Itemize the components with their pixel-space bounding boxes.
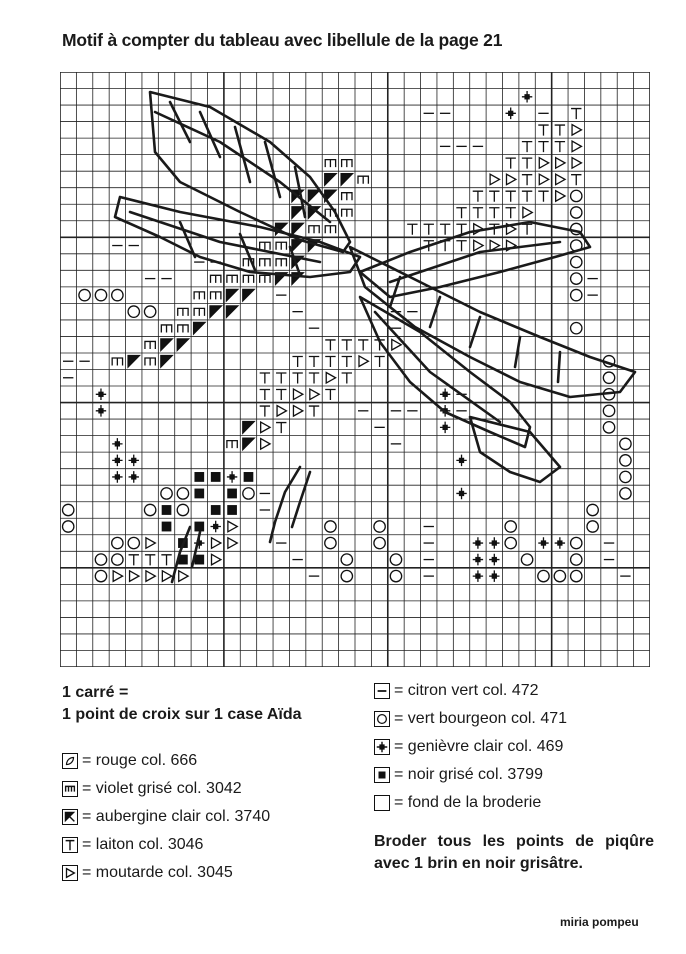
stitch-comb (342, 209, 352, 217)
stitch-circle (177, 504, 188, 515)
stitch-tri (539, 174, 548, 185)
stitch-tri (212, 538, 221, 549)
citron-dash-icon (374, 683, 390, 699)
stitch-circle (112, 554, 123, 565)
scale-note (62, 682, 302, 726)
stitch-aub (292, 223, 303, 235)
stitch-comb (227, 275, 237, 283)
upper-wing-vein (170, 102, 305, 217)
stitch-tri (228, 521, 237, 532)
stitch-tee (538, 191, 548, 202)
stitch-tee (325, 390, 335, 401)
stitch-aub (341, 174, 352, 186)
stitch-aub (177, 339, 188, 351)
stitch-cross (456, 455, 466, 467)
stitch-cross (473, 554, 483, 566)
laiton-t-icon (62, 837, 78, 853)
legend-label: = violet grisé col. 3042 (82, 780, 242, 797)
stitch-circle (571, 289, 582, 300)
stitch-circle (587, 521, 598, 532)
body-outline (350, 247, 635, 397)
moutarde-triangle-icon (62, 865, 78, 881)
stitch-circle (521, 554, 532, 565)
stitch-cross (227, 471, 237, 483)
stitch-tee (374, 356, 384, 367)
stitch-circle (325, 521, 336, 532)
stitch-tee (342, 340, 352, 351)
stitch-tee (276, 373, 286, 384)
stitch-circle (620, 488, 631, 499)
stitch-tee (358, 340, 368, 351)
stitch-comb (227, 441, 237, 449)
stitch-cross (522, 91, 532, 103)
stitch-comb (194, 292, 204, 300)
credit: miria pompeu (560, 915, 639, 929)
legend-label: = vert bourgeon col. 471 (394, 710, 568, 727)
stitch-noir (228, 489, 236, 498)
stitch-circle (554, 570, 565, 581)
stitch-circle (571, 570, 582, 581)
stitch-cross (112, 438, 122, 450)
stitch-tee (538, 125, 548, 136)
stitch-tee (325, 340, 335, 351)
stitch-circle (538, 570, 549, 581)
stitch-tri (261, 422, 270, 433)
stitch-comb (342, 193, 352, 201)
stitch-tee (555, 125, 565, 136)
stitch-tri (490, 174, 499, 185)
stitch-aub (161, 339, 172, 351)
stitch-circle (620, 455, 631, 466)
stitch-circle (325, 537, 336, 548)
stitch-circle (587, 504, 598, 515)
stitch-circle (620, 471, 631, 482)
stitch-circle (177, 488, 188, 499)
stitch-tri (212, 554, 221, 565)
stitch-tri (539, 158, 548, 169)
stitch-tri (556, 191, 565, 202)
stitch-comb (309, 226, 319, 234)
legend-fond (374, 794, 541, 812)
stitch-tee (571, 109, 581, 120)
stitch-tri (359, 356, 368, 367)
legend-label: = fond de la broderie (394, 794, 542, 811)
stitch-aub (308, 190, 319, 202)
stitch-cross (473, 570, 483, 582)
stitch-tee (522, 191, 532, 202)
stitch-tee (456, 208, 466, 219)
stitch-cross (112, 471, 122, 483)
legend-genievre (374, 738, 563, 756)
stitch-aub (194, 322, 205, 334)
stitch-tee (489, 208, 499, 219)
stitch-tee (407, 224, 417, 235)
stitch-comb (358, 176, 368, 184)
stitch-noir (195, 555, 203, 564)
stitch-tee (260, 406, 270, 417)
stitch-cross (211, 521, 221, 533)
stitch-circle (571, 554, 582, 565)
stitch-tri (556, 158, 565, 169)
stitch-tri (293, 406, 302, 417)
stitch-tri (162, 571, 171, 582)
stitch-tri (572, 158, 581, 169)
stitch-circle (603, 405, 614, 416)
legend-label: = laiton col. 3046 (82, 836, 204, 853)
violet-comb-icon (62, 781, 78, 797)
stitch-tee (473, 191, 483, 202)
legend-label: = moutarde col. 3045 (82, 864, 233, 881)
legend-rouge (62, 752, 197, 770)
stitch-cross (506, 108, 516, 120)
stitch-comb (145, 358, 155, 366)
stitch-aub (243, 289, 254, 301)
legend-moutarde (62, 864, 233, 882)
stitch-cross (96, 389, 106, 401)
genievre-cross-icon (374, 739, 390, 755)
stitch-tri (113, 571, 122, 582)
stitch-tee (292, 356, 302, 367)
stitch-noir (162, 506, 170, 515)
stitch-circle (603, 422, 614, 433)
stitch-cross (96, 405, 106, 417)
stitch-circle (128, 306, 139, 317)
stitch-comb (325, 226, 335, 234)
stitch-tee (522, 158, 532, 169)
stitch-circle (390, 570, 401, 581)
stitch-circle (63, 521, 74, 532)
page-title: Motif à compter du tableau avec libellule de la page 21 (62, 30, 503, 50)
legend-aubergine (62, 808, 270, 826)
stitch-cross (112, 455, 122, 467)
stitch-circle (620, 438, 631, 449)
stitch-tri (523, 207, 532, 218)
stitch-tee (276, 390, 286, 401)
stitch-tee (456, 241, 466, 252)
bourgeon-circle-icon (374, 711, 390, 727)
stitch-tri (228, 538, 237, 549)
stitch-tee (506, 208, 516, 219)
stitch-tri (474, 240, 483, 251)
stitch-tee (522, 224, 532, 235)
stitch-noir (162, 522, 170, 531)
stitch-aub (243, 422, 254, 434)
stitch-tee (522, 175, 532, 186)
stitch-aub (292, 207, 303, 219)
stitch-circle (243, 488, 254, 499)
legend-label: = rouge col. 666 (82, 752, 198, 769)
stitch-tee (260, 390, 270, 401)
noir-square-icon (374, 767, 390, 783)
stitch-tee (145, 555, 155, 566)
stitch-comb (243, 275, 253, 283)
stitch-circle (571, 273, 582, 284)
stitch-cross (129, 455, 139, 467)
stitch-cross (489, 570, 499, 582)
stitch-tee (309, 373, 319, 384)
stitch-tri (146, 538, 155, 549)
stitch-circle (79, 289, 90, 300)
stitch-circle (390, 554, 401, 565)
stitch-tee (538, 142, 548, 153)
stitch-tee (506, 191, 516, 202)
stitch-tee (325, 356, 335, 367)
stitch-aub (161, 355, 172, 367)
scale-line-2: 1 point de croix sur 1 case Aïda (62, 706, 302, 723)
stitch-tee (309, 406, 319, 417)
stitch-noir (228, 506, 236, 515)
stitch-comb (194, 308, 204, 316)
stitch-tee (276, 423, 286, 434)
stitch-tee (506, 158, 516, 169)
stitch-aub (243, 438, 254, 450)
stitch-aub (226, 289, 237, 301)
stitch-comb (112, 358, 122, 366)
stitch-comb (211, 275, 221, 283)
stitch-tee (555, 142, 565, 153)
stitch-noir (212, 473, 220, 482)
dragonfly-backstitch-outline (115, 92, 635, 582)
stitch-cross (129, 471, 139, 483)
stitch-tee (342, 373, 352, 384)
stitch-circle (95, 570, 106, 581)
legend-laiton (62, 836, 203, 854)
legend-label: = citron vert col. 472 (394, 682, 539, 699)
legend-bourgeon (374, 710, 567, 728)
stitch-circle (95, 554, 106, 565)
stitch-comb (276, 242, 286, 250)
scale-line-1: 1 carré = (62, 684, 129, 701)
stitch-tri (556, 174, 565, 185)
stitch-tri (130, 571, 139, 582)
stitch-tee (292, 373, 302, 384)
stitch-circle (95, 289, 106, 300)
rouge-leaf-icon (62, 753, 78, 769)
stitch-circle (603, 372, 614, 383)
stitch-tri (261, 439, 270, 450)
stitch-tri (326, 373, 335, 384)
stitch-tee (489, 191, 499, 202)
legend-label: = aubergine clair col. 3740 (82, 808, 271, 825)
stitch-tee (309, 356, 319, 367)
stitch-tri (392, 339, 401, 350)
stitch-comb (276, 259, 286, 267)
stitch-comb (260, 275, 270, 283)
stitch-circle (374, 521, 385, 532)
legend-noir (374, 766, 543, 784)
stitch-tee (571, 175, 581, 186)
stitch-tee (129, 555, 139, 566)
stitch-circle (571, 537, 582, 548)
cross-stitch-chart (60, 72, 650, 667)
stitch-tee (260, 373, 270, 384)
stitch-circle (112, 537, 123, 548)
stitch-tri (146, 571, 155, 582)
stitch-circle (571, 190, 582, 201)
stitch-comb (145, 341, 155, 349)
stitch-circle (144, 306, 155, 317)
stitch-circle (112, 289, 123, 300)
aubergine-triangle-icon (62, 809, 78, 825)
stitch-cross (555, 537, 565, 549)
stitch-cross (440, 389, 450, 401)
stitch-tri (277, 406, 286, 417)
stitch-circle (341, 570, 352, 581)
backstitch-note: Broder tous les points de piqûre avec 1 brin en noir grisâtre. (374, 833, 654, 872)
stitch-cross (489, 537, 499, 549)
legend-label: = genièvre clair col. 469 (394, 738, 564, 755)
tail-outline (270, 467, 310, 542)
stitch-circle (571, 256, 582, 267)
stitch-cross (440, 422, 450, 434)
stitch-comb (178, 308, 188, 316)
stitch-circle (505, 537, 516, 548)
stitch-tee (424, 224, 434, 235)
stitch-tee (522, 142, 532, 153)
stitch-noir (195, 473, 203, 482)
rear-wing-outline (470, 417, 560, 482)
stitch-comb (211, 292, 221, 300)
stitch-tri (293, 389, 302, 400)
stitch-tri (572, 125, 581, 136)
stitch-comb (260, 259, 270, 267)
stitch-comb (178, 325, 188, 333)
legend-label: = noir grisé col. 3799 (394, 766, 543, 783)
stem-outline (172, 527, 200, 582)
stitch-noir (212, 506, 220, 515)
stitch-circle (144, 504, 155, 515)
stitch-comb (325, 160, 335, 168)
stitch-aub (128, 355, 139, 367)
stitch-circle (341, 554, 352, 565)
stitch-circle (571, 322, 582, 333)
stitch-tee (161, 555, 171, 566)
stitch-noir (244, 473, 252, 482)
legend-citron (374, 682, 539, 700)
stitch-circle (63, 504, 74, 515)
stitch-cross (489, 554, 499, 566)
stitch-comb (342, 160, 352, 168)
stitch-noir (195, 522, 203, 531)
stitch-circle (161, 488, 172, 499)
stitch-cross (473, 537, 483, 549)
stitch-circle (128, 537, 139, 548)
stitch-cross (456, 488, 466, 500)
stitch-noir (195, 489, 203, 498)
stitch-tee (342, 356, 352, 367)
stitch-tee (440, 224, 450, 235)
stitch-comb (260, 242, 270, 250)
stitch-tri (507, 174, 516, 185)
stitch-circle (571, 207, 582, 218)
empty-square-icon (374, 795, 390, 811)
stitch-cross (538, 537, 548, 549)
legend-violet (62, 780, 242, 798)
stitch-aub (210, 306, 221, 318)
stitch-tri (179, 571, 188, 582)
stitch-aub (325, 174, 336, 186)
stitch-circle (505, 521, 516, 532)
stitch-aub (226, 306, 237, 318)
stitch-tri (310, 389, 319, 400)
stitch-tee (473, 208, 483, 219)
stitch-circle (374, 537, 385, 548)
stitch-comb (161, 325, 171, 333)
stitch-tri (572, 141, 581, 152)
